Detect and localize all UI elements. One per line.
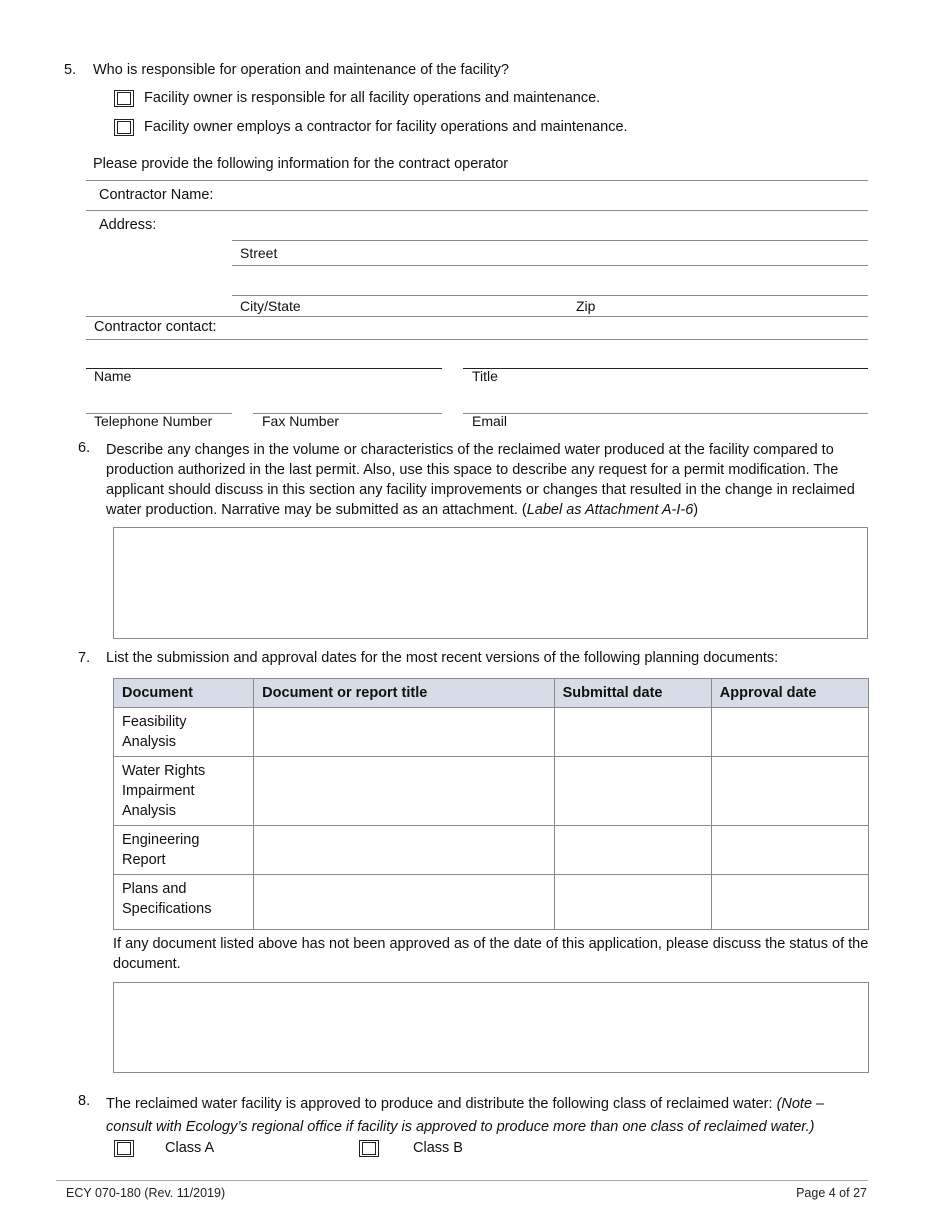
- email-field[interactable]: [463, 388, 866, 412]
- zip-label: Zip: [576, 298, 596, 314]
- table-header-row: [114, 679, 869, 708]
- row-document-name: Plans and Specifications: [114, 875, 254, 930]
- class-b-label: Class B: [413, 1140, 463, 1156]
- submittal-date-cell[interactable]: [554, 826, 711, 875]
- submittal-date-cell[interactable]: [554, 757, 711, 826]
- fax-field[interactable]: [253, 388, 440, 412]
- contractor-name-field[interactable]: [225, 182, 865, 210]
- q7-number: 7.: [78, 650, 91, 666]
- row-document-name: Water Rights Impairment Analysis: [114, 757, 254, 826]
- city-state-zip-field[interactable]: [232, 266, 866, 294]
- q5-option1-label: Facility owner is responsible for all facility operations and maintenance.: [144, 90, 601, 106]
- q7-text: List the submission and approval dates for the most recent versions of the following planning documents:: [106, 650, 779, 666]
- submittal-date-cell[interactable]: [554, 875, 711, 930]
- fax-label: Fax Number: [262, 413, 340, 429]
- contractor-contact-label: Contractor contact:: [94, 319, 217, 335]
- q6-text: Describe any changes in the volume or characteristics of the reclaimed water produced at the facility compared to production authorized in the last permit. Also, use this space to describe any request for a permit modification. The applicant should discuss in this section any facility improvements or changes that resulted in the change in reclaimed water production. Narrative may be submitted as an attachment. (Label as Attachment A-I-6): [106, 442, 855, 518]
- header-document: Document: [114, 679, 254, 708]
- q6-number: 6.: [78, 440, 91, 456]
- class-a-checkbox[interactable]: [114, 1140, 134, 1157]
- form-line: [86, 180, 868, 181]
- row-document-name: Engineering Report: [114, 826, 254, 875]
- class-a-label: Class A: [165, 1140, 215, 1156]
- q6-attachment-label: Label as Attachment A-I-6: [526, 502, 694, 518]
- approval-date-cell[interactable]: [711, 826, 868, 875]
- q6-response-box[interactable]: [113, 527, 868, 639]
- q5-option1-checkbox[interactable]: [114, 90, 134, 107]
- q5-question: Who is responsible for operation and maintenance of the facility?: [93, 62, 509, 78]
- page-number: Page 4 of 27: [796, 1186, 867, 1200]
- email-label: Email: [472, 413, 508, 429]
- contact-name-field[interactable]: [86, 341, 440, 367]
- table-row: [114, 708, 869, 757]
- report-title-cell[interactable]: [254, 875, 554, 930]
- q8-number: 8.: [78, 1093, 91, 1109]
- header-submittal-date: Submittal date: [554, 679, 711, 708]
- table-row: [114, 826, 869, 875]
- header-title: Document or report title: [254, 679, 554, 708]
- approval-date-cell[interactable]: [711, 757, 868, 826]
- report-title-cell[interactable]: [254, 757, 554, 826]
- contact-title-field[interactable]: [463, 341, 866, 367]
- q8-note: (Note – consult with Ecology’s regional office if facility is approved to produce more than one class of reclaimed water.): [106, 1096, 825, 1135]
- report-title-cell[interactable]: [254, 826, 554, 875]
- street-label: Street: [240, 245, 278, 261]
- q5-number: 5.: [64, 62, 77, 78]
- telephone-label: Telephone Number: [94, 413, 213, 429]
- form-line: [86, 210, 868, 211]
- q7-status-response-box[interactable]: [113, 982, 869, 1073]
- row-document-name: Feasibility Analysis: [114, 708, 254, 757]
- q5-option2-label: Facility owner employs a contractor for facility operations and maintenance.: [144, 119, 628, 135]
- form-line: [232, 240, 868, 241]
- contract-operator-instructions: Please provide the following information for the contract operator: [93, 156, 509, 172]
- footer-rule: [56, 1180, 868, 1181]
- table-row: [114, 875, 869, 930]
- street-field[interactable]: [232, 212, 866, 240]
- planning-documents-table: [113, 678, 869, 930]
- email-underline: [463, 413, 868, 414]
- form-id: ECY 070-180 (Rev. 11/2019): [66, 1186, 226, 1200]
- table-row: [114, 757, 869, 826]
- q7-followup-text: If any document listed above has not been approved as of the date of this application, please discuss the status of the document.: [113, 936, 869, 972]
- form-line: [232, 295, 868, 296]
- telephone-field[interactable]: [86, 388, 230, 412]
- name-label: Name: [94, 368, 132, 384]
- q8-text: The reclaimed water facility is approved to produce and distribute the following class of reclaimed water: (Note – consult with Ecology’s regional office if facility is approved to produce more than one class of reclaimed water.): [106, 1096, 825, 1135]
- address-label: Address:: [99, 217, 157, 233]
- form-line: [86, 339, 868, 340]
- form-line: [86, 316, 868, 317]
- header-approval-date: Approval date: [711, 679, 868, 708]
- contractor-name-label: Contractor Name:: [99, 187, 214, 203]
- submittal-date-cell[interactable]: [554, 708, 711, 757]
- approval-date-cell[interactable]: [711, 875, 868, 930]
- title-underline: [463, 368, 868, 369]
- city-state-label: City/State: [240, 298, 301, 314]
- approval-date-cell[interactable]: [711, 708, 868, 757]
- title-label: Title: [472, 368, 498, 384]
- report-title-cell[interactable]: [254, 708, 554, 757]
- name-underline: [86, 368, 442, 369]
- class-b-checkbox[interactable]: [359, 1140, 379, 1157]
- q5-option2-checkbox[interactable]: [114, 119, 134, 136]
